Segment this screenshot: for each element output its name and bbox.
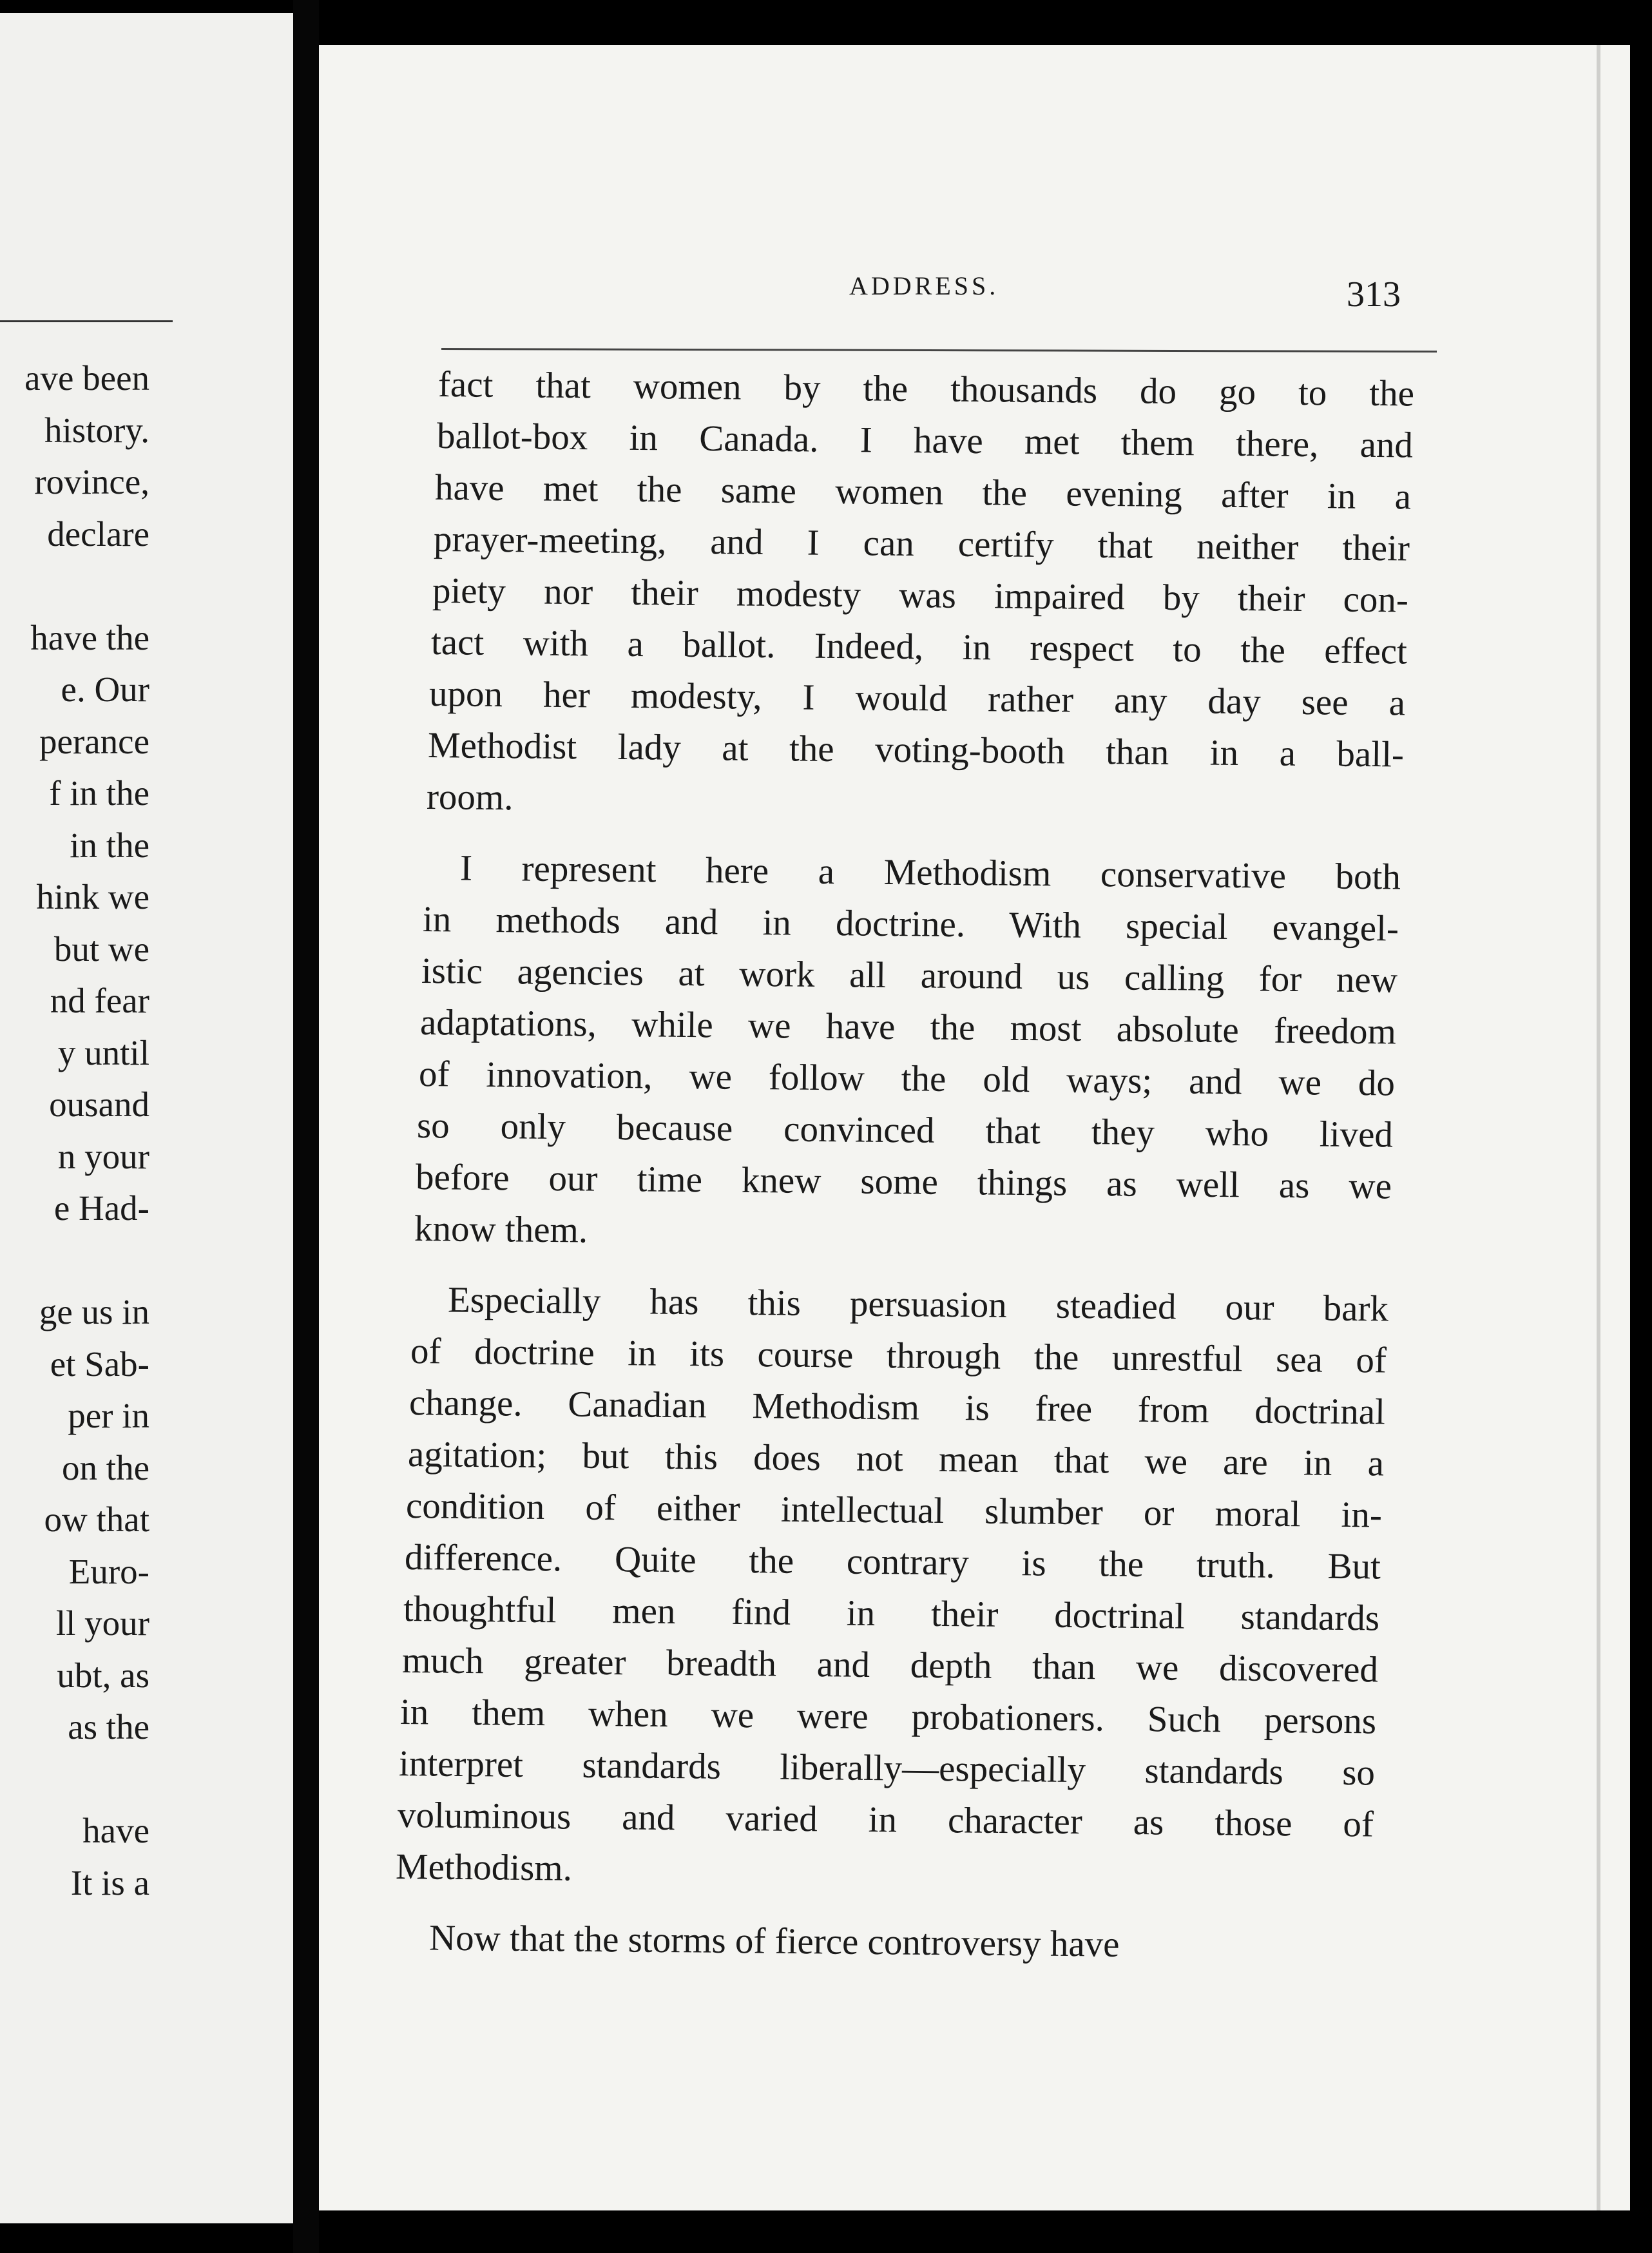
text-line: Methodist lady at the voting-booth than in a ball- — [427, 725, 1405, 775]
text-line: Especially has this persuasion steadied our bark — [447, 1279, 1388, 1330]
text-line: agitation; but this does not mean that we are in a — [407, 1434, 1384, 1484]
facing-page-line: in the — [70, 825, 149, 865]
text-line: have met the same women the evening after in a — [435, 467, 1412, 517]
facing-page-line: on the — [62, 1447, 149, 1487]
text-line: interpret standards liberally—especially standards so — [398, 1743, 1376, 1794]
text-line: adaptations, while we have the most absolute freedom — [419, 1002, 1397, 1052]
facing-page-line: ge us in — [39, 1292, 149, 1331]
facing-page-line: e. Our — [61, 670, 149, 709]
facing-page-line: ow that — [44, 1500, 149, 1539]
facing-page-line: ubt, as — [57, 1655, 149, 1695]
text-line: tact with a ballot. Indeed, in respect to the effect — [430, 622, 1407, 672]
facing-page-line: as the — [68, 1707, 149, 1746]
facing-page-line: y until — [57, 1032, 149, 1072]
text-line: I represent here a Methodism conservative both — [459, 847, 1401, 898]
facing-page-line: et Sab- — [50, 1344, 149, 1384]
text-line: of innovation, we follow the old ways; and we do — [418, 1054, 1395, 1104]
facing-page-line: nd fear — [50, 981, 149, 1020]
text-line: condition of either intellectual slumber or moral in- — [406, 1485, 1383, 1536]
text-line: know them. — [414, 1208, 588, 1251]
text-line: prayer-meeting, and I can certify that neither their — [433, 519, 1410, 569]
facing-page-line: ousand — [49, 1085, 149, 1124]
running-head: ADDRESS. — [849, 271, 999, 300]
facing-page-line: declare — [47, 514, 149, 554]
text-line: difference. Quite the contrary is the truth. But — [404, 1537, 1381, 1587]
facing-page-line: perance — [39, 721, 149, 761]
text-line: voluminous and varied in character as those of — [397, 1795, 1374, 1845]
facing-page-line: rovince, — [34, 462, 149, 501]
facing-page-line: ll your — [55, 1603, 149, 1643]
text-line: room. — [426, 777, 514, 818]
text-line: piety nor their modesty was impaired by their con- — [432, 570, 1409, 621]
text-line: in methods and in doctrine. With special evangel- — [423, 899, 1399, 949]
page-number: 313 — [1347, 275, 1401, 314]
facing-page-line: ave been — [24, 358, 149, 398]
facing-page-line: but we — [53, 929, 149, 969]
facing-page-line: hink we — [36, 877, 149, 916]
facing-page-line: history. — [44, 410, 149, 450]
text-line: Now that the storms of fierce controversy have — [429, 1917, 1120, 1965]
text-line: change. Canadian Methodism is free from doctrinal — [408, 1382, 1386, 1433]
text-line: of doctrine in its course through the unrestful sea of — [410, 1331, 1387, 1381]
text-line: istic agencies at work all around us calling for new — [421, 951, 1398, 1001]
text-line: in them when we were probationers. Such persons — [399, 1692, 1377, 1742]
facing-page-line: Euro- — [68, 1551, 149, 1591]
facing-page-line: It is a — [70, 1862, 149, 1902]
text-line: much greater breadth and depth than we discovered — [401, 1640, 1378, 1690]
text-line: so only because convinced that they who lived — [416, 1105, 1394, 1156]
facing-page-line: per in — [68, 1396, 149, 1435]
text-line: thoughtful men find in their doctrinal standards — [403, 1589, 1380, 1639]
text-line: fact that women by the thousands do go to the — [437, 364, 1415, 414]
facing-page-line: n your — [57, 1136, 149, 1176]
facing-page-line: e Had- — [53, 1188, 149, 1228]
facing-page-line: have the — [30, 617, 149, 657]
text-line: ballot-box in Canada. I have met them there, and — [436, 416, 1413, 466]
facing-page-line: f in the — [49, 773, 149, 813]
text-line: Methodism. — [396, 1846, 573, 1889]
text-line: upon her modesty, I would rather any day see a — [429, 673, 1406, 724]
text-line: before our time knew some things as well as we — [415, 1157, 1392, 1207]
facing-page-line: have — [82, 1811, 149, 1850]
